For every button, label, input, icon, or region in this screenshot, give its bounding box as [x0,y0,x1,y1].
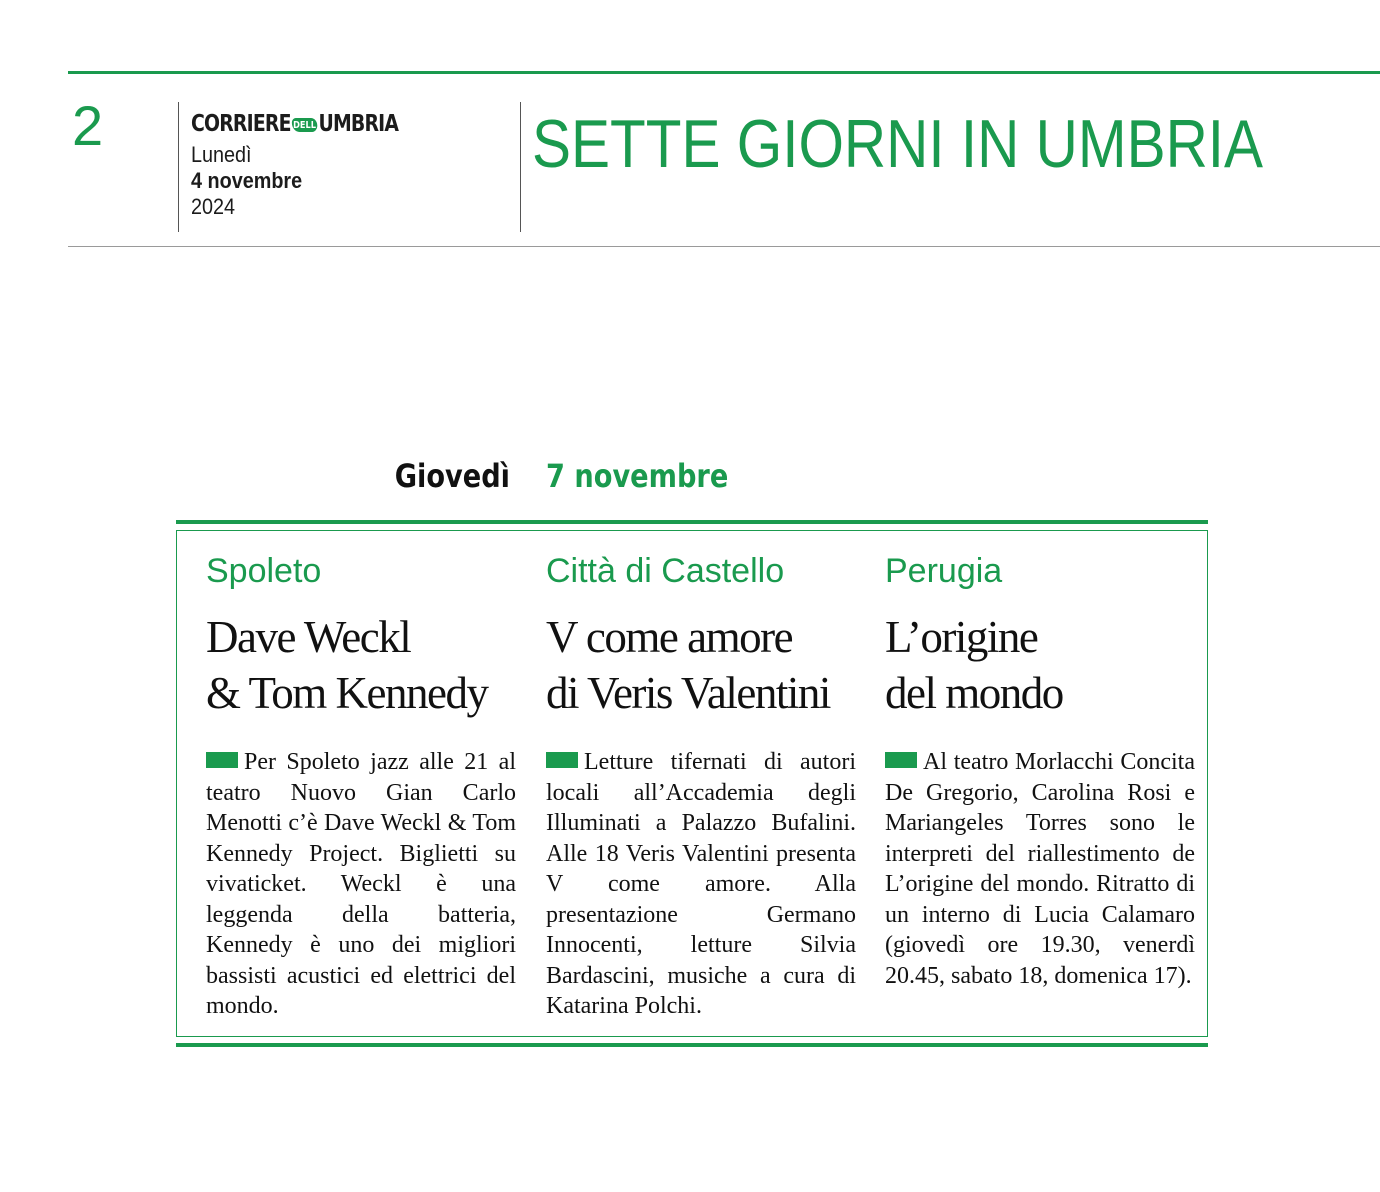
event-body-text: Al teatro Morlacchi Concita De Gregorio, Carolina Rosi e Mariangeles Torres sono le interpreti del riallestimento de L’origine del mondo. Ritratto di un interno di Lucia Calamaro (giovedì ore 19.30, venerdì 20.45, sabato 18, domenica 17). [885,749,1195,989]
event-body-text: Letture tifernati di autori locali all’Accademia degli Illuminati a Palazzo Bufalini. Alle 18 Veris Valentini presenta V come amore. Alla presentazione Germano Innocenti, letture Silvia Bardascini, musiche a cura di Katarina Polchi. [546,749,856,1019]
masthead [178,102,441,232]
event-city: Perugia [885,552,1003,590]
events-bottom-rule [176,1043,1208,1047]
event-title [206,609,516,721]
umbria-region-logo-icon: CORRIERE DELL UMBRIA [191,111,399,137]
events-box [176,530,1208,1037]
event-title [546,609,856,721]
day-weekday: Giovedì [394,457,510,495]
event-title-line: di Veris Valentini [546,668,830,718]
event-title-line: Dave Weckl [206,612,411,662]
event-body [885,747,1195,991]
issue-weekday: Lunedì [191,142,252,167]
day-date: 7 novembre [546,457,729,495]
paragraph-marker-icon [546,752,578,768]
events-top-rule [176,520,1208,524]
event-title-line: & Tom Kennedy [206,668,488,718]
masthead-divider [520,102,521,232]
newspaper-logo [191,106,441,142]
event-body [206,747,516,1022]
event-city: Spoleto [206,552,322,590]
event-title-line: L’origine [885,612,1038,662]
issue-date: 4 novembre [191,168,303,193]
event-body-text: Per Spoleto jazz alle 21 al teatro Nuovo Gian Carlo Menotti c’è Dave Weckl & Tom Kennedy Project. Biglietti su vivaticket. Weckl è una leggenda della batteria, Kennedy è uno dei migliori bassisti acustici ed elettrici del mondo. [206,749,516,1019]
event-title-line: del mondo [885,668,1063,718]
event-title [885,609,1195,721]
paragraph-marker-icon [206,752,238,768]
event-spoleto [206,551,516,1022]
section-title: SETTE GIORNI IN UMBRIA [532,106,1264,182]
event-title-line: V come amore [546,612,793,662]
page-number: 2 [72,94,104,157]
top-rule [68,71,1380,74]
event-perugia [885,551,1195,991]
paragraph-marker-icon [885,752,917,768]
issue-year: 2024 [191,194,236,219]
event-citta-di-castello [546,551,856,1022]
event-city: Città di Castello [546,552,785,590]
event-body [546,747,856,1022]
header-bottom-rule [68,246,1380,247]
